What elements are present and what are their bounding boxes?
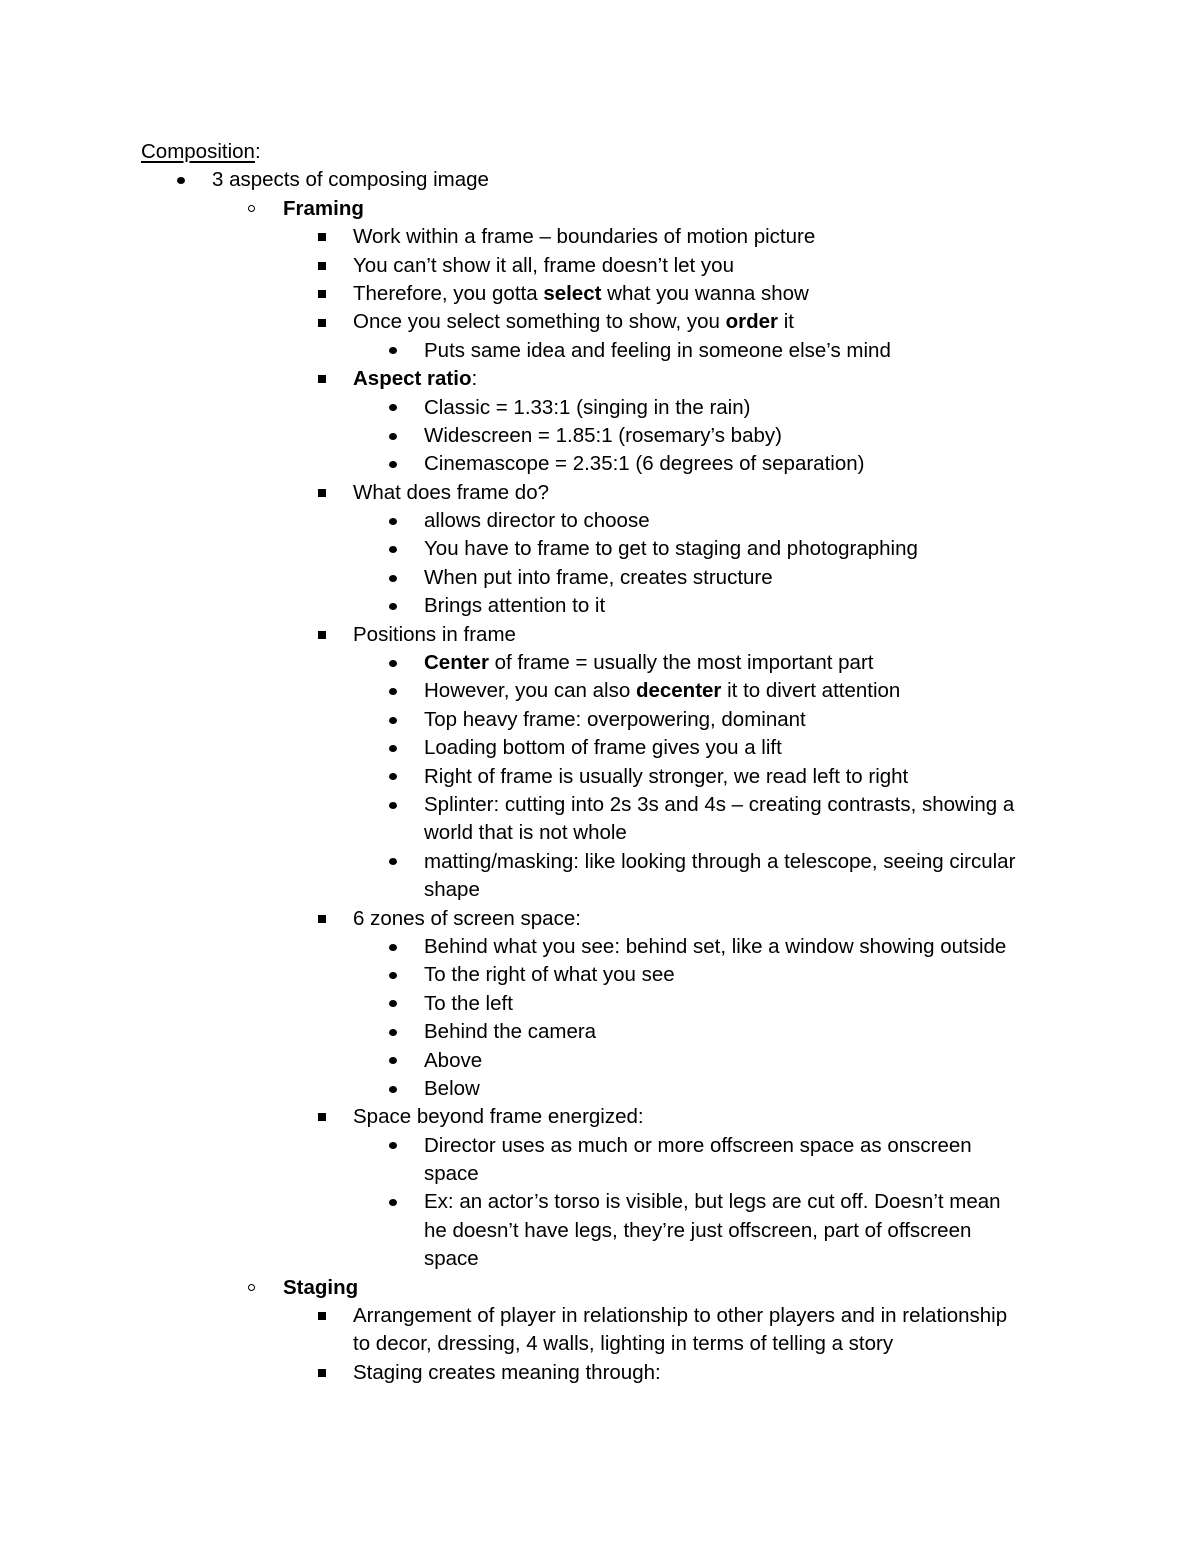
list-item-text: Cinemascope = 2.35:1 (6 degrees of separation) — [424, 452, 865, 476]
bullet-dot-icon — [389, 773, 397, 780]
list-item — [0, 337, 1200, 365]
list-item — [0, 1018, 1200, 1046]
bullet-dot-icon — [389, 944, 397, 951]
list-item — [0, 564, 1200, 592]
bullet-dot-icon — [389, 717, 397, 724]
list-item-text: allows director to choose — [424, 509, 650, 533]
bullet-dot-icon — [389, 1057, 397, 1064]
bullet-dot-icon — [389, 858, 397, 865]
bullet-dot-icon — [389, 433, 397, 440]
list-item-text: Behind the camera — [424, 1020, 597, 1044]
bullet-square-icon — [318, 631, 326, 639]
bullet-circle-icon — [248, 205, 255, 212]
list-item-text: What does frame do? — [353, 480, 549, 504]
list-item-text: Top heavy frame: overpowering, dominant — [424, 707, 806, 731]
bullet-square-icon — [318, 915, 326, 923]
list-item-continuation: he doesn’t have legs, they’re just offscreen, part of offscreen — [424, 1218, 972, 1242]
list-item-text: You have to frame to get to staging and photographing — [424, 537, 918, 561]
bullet-square-icon — [318, 1369, 326, 1377]
list-item — [0, 791, 1200, 819]
bullet-dot-icon — [389, 972, 397, 979]
list-item-text: Work within a frame – boundaries of motion picture — [353, 225, 816, 249]
bullet-dot-icon — [389, 603, 397, 610]
list-item-text: You can’t show it all, frame doesn’t let you — [353, 253, 734, 277]
list-item-text: 6 zones of screen space: — [353, 906, 581, 930]
bullet-square-icon — [318, 290, 326, 298]
bullet-dot-icon — [177, 177, 185, 184]
bullet-dot-icon — [389, 575, 397, 582]
section-framing — [0, 195, 1200, 223]
list-item-text: Once you select something to show, you order it — [353, 310, 794, 334]
list-item-text: matting/masking: like looking through a telescope, seeing circular — [424, 849, 1016, 873]
section-staging — [0, 1274, 1200, 1302]
list-item-text: Above — [424, 1048, 483, 1072]
list-item-continuation: world that is not whole — [424, 821, 627, 845]
heading-composition: Composition — [141, 140, 255, 163]
bullet-dot-icon — [389, 1029, 397, 1036]
bullet-square-icon — [318, 1312, 326, 1320]
list-item — [0, 1103, 1200, 1131]
list-item — [0, 223, 1200, 251]
list-item-text: Splinter: cutting into 2s 3s and 4s – creating contrasts, showing a — [424, 792, 1015, 816]
list-item — [0, 1359, 1200, 1387]
list-item — [0, 308, 1200, 336]
list-item-text: Behind what you see: behind set, like a window showing outside — [424, 934, 1007, 958]
bullet-dot-icon — [389, 404, 397, 411]
heading-line: Composition: — [141, 140, 261, 163]
list-item — [0, 848, 1200, 876]
list-item-text: Staging creates meaning through: — [353, 1360, 661, 1384]
list-item-continuation: space — [424, 1247, 479, 1271]
list-item — [0, 422, 1200, 450]
bullet-square-icon — [318, 489, 326, 497]
list-item-text: Puts same idea and feeling in someone else’s mind — [424, 338, 891, 362]
list-item-text: Loading bottom of frame gives you a lift — [424, 736, 782, 760]
list-item — [0, 1047, 1200, 1075]
list-item — [0, 1075, 1200, 1103]
list-item-text: To the left — [424, 991, 513, 1015]
list-item-text: Brings attention to it — [424, 594, 606, 618]
list-item-text: Positions in frame — [353, 622, 516, 646]
list-item-text: Director uses as much or more offscreen space as onscreen — [424, 1133, 972, 1157]
bullet-dot-icon — [389, 347, 397, 354]
bullet-dot-icon — [389, 461, 397, 468]
bullet-square-icon — [318, 262, 326, 270]
bullet-dot-icon — [389, 802, 397, 809]
list-item-continuation: to decor, dressing, 4 walls, lighting in terms of telling a story — [353, 1332, 894, 1356]
list-item — [0, 1132, 1200, 1160]
framing-title: Framing — [283, 196, 364, 220]
list-item-text: Space beyond frame energized: — [353, 1105, 644, 1129]
bullet-dot-icon — [389, 546, 397, 553]
list-item — [0, 507, 1200, 535]
list-item — [0, 450, 1200, 478]
bullet-dot-icon — [389, 688, 397, 695]
list-item-text: Therefore, you gotta select what you wanna show — [353, 281, 809, 305]
bullet-square-icon — [318, 1113, 326, 1121]
staging-title: Staging — [283, 1275, 359, 1299]
list-item-text: Ex: an actor’s torso is visible, but legs are cut off. Doesn’t mean — [424, 1190, 1001, 1214]
list-item — [0, 252, 1200, 280]
bullet-square-icon — [318, 319, 326, 327]
list-item-text: Below — [424, 1076, 480, 1100]
list-item — [0, 280, 1200, 308]
list-item — [0, 990, 1200, 1018]
list-item — [0, 365, 1200, 393]
bullet-dot-icon — [389, 745, 397, 752]
list-item — [0, 763, 1200, 791]
list-item-text: Center of frame = usually the most important part — [424, 651, 874, 675]
list-item — [0, 166, 1200, 194]
list-item-text: Arrangement of player in relationship to other players and in relationship — [353, 1304, 1008, 1328]
list-item — [0, 1302, 1200, 1330]
list-item — [0, 621, 1200, 649]
list-item — [0, 706, 1200, 734]
list-item-text: Right of frame is usually stronger, we read left to right — [424, 764, 909, 788]
list-item — [0, 734, 1200, 762]
list-item-text: Classic = 1.33:1 (singing in the rain) — [424, 395, 751, 419]
bullet-dot-icon — [389, 660, 397, 667]
list-item-continuation: shape — [424, 878, 480, 902]
list-item — [0, 592, 1200, 620]
bullet-dot-icon — [389, 1086, 397, 1093]
list-item — [0, 677, 1200, 705]
list-item-text: Aspect ratio: — [353, 367, 478, 391]
list-item — [0, 535, 1200, 563]
list-item-text: To the right of what you see — [424, 963, 675, 987]
list-item-continuation: space — [424, 1162, 479, 1186]
list-item — [0, 905, 1200, 933]
list-item-text: However, you can also decenter it to divert attention — [424, 679, 901, 703]
list-item — [0, 933, 1200, 961]
bullet-square-icon — [318, 375, 326, 383]
list-item-text: 3 aspects of composing image — [212, 168, 489, 192]
bullet-dot-icon — [389, 1000, 397, 1007]
list-item — [0, 649, 1200, 677]
list-item — [0, 394, 1200, 422]
bullet-square-icon — [318, 233, 326, 241]
list-item — [0, 1188, 1200, 1216]
list-item-text: When put into frame, creates structure — [424, 565, 773, 589]
bullet-dot-icon — [389, 518, 397, 525]
list-item — [0, 961, 1200, 989]
bullet-dot-icon — [389, 1199, 397, 1206]
document-page — [0, 138, 1200, 1387]
bullet-circle-icon — [248, 1284, 255, 1291]
list-item — [0, 479, 1200, 507]
list-item-text: Widescreen = 1.85:1 (rosemary’s baby) — [424, 423, 782, 447]
bullet-dot-icon — [389, 1142, 397, 1149]
